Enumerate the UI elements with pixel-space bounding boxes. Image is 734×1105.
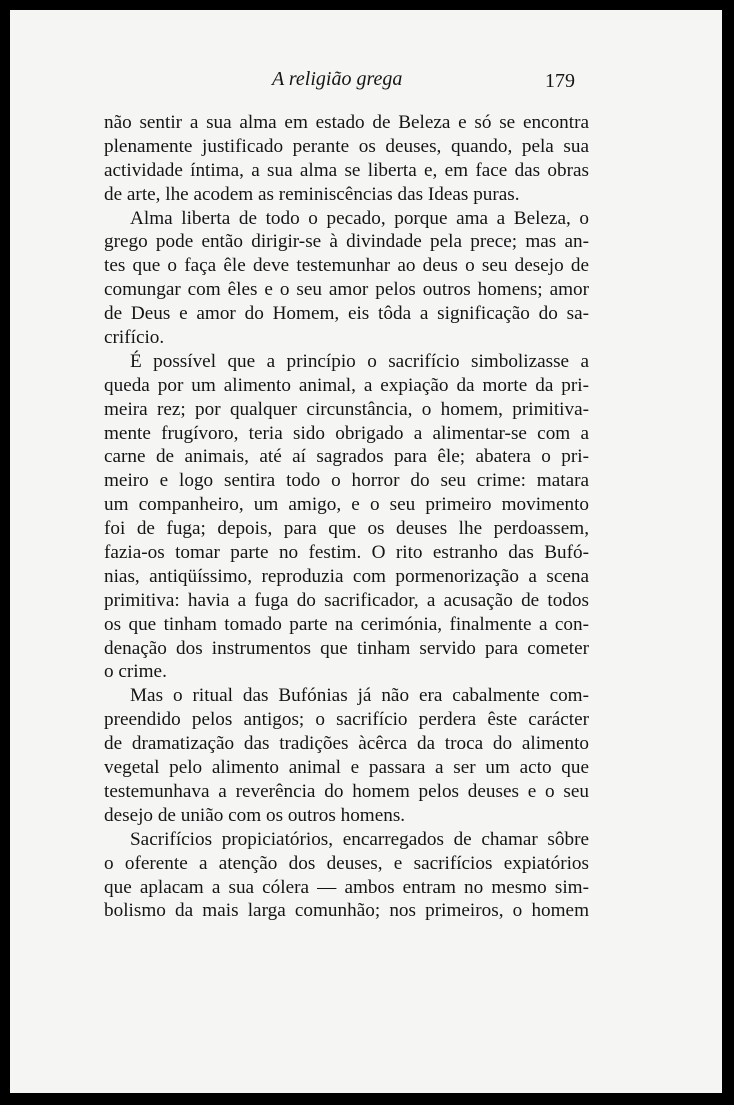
text-line: o crime. xyxy=(104,661,167,683)
text-line: Alma liberta de todo o pecado, porque ama a Beleza, o xyxy=(130,207,589,229)
text-line: crifício. xyxy=(104,327,165,349)
text-line: de Deus e amor do Homem, eis tôda a significação do sa- xyxy=(104,303,589,325)
text-line: de arte, lhe acodem as reminiscências das Ideas puras. xyxy=(104,183,520,205)
body-text xyxy=(104,111,589,923)
text-line: plenamente justificado perante os deuses, quando, pela sua xyxy=(104,135,589,157)
text-line: testemunhava a reverência do homem pelos deuses e o seu xyxy=(104,780,589,802)
text-line: um companheiro, um amigo, e o seu primeiro movimento xyxy=(104,494,589,516)
text-line: Mas o ritual das Bufónias já não era cabalmente com- xyxy=(130,685,589,707)
text-line: fazia-os tomar parte no festim. O rito estranho das Bufó- xyxy=(104,542,589,564)
text-line: de dramatização das tradições àcêrca da troca do alimento xyxy=(104,733,589,755)
text-line: Sacrifícios propiciatórios, encarregados de chamar sôbre xyxy=(130,828,589,850)
text-line: os que tinham tomado parte na cerimónia, finalmente a con- xyxy=(104,613,589,635)
text-line: carne de animais, até aí sagrados para êle; abatera o pri- xyxy=(104,446,589,468)
text-line: o oferente a atenção dos deuses, e sacrifícios expiatórios xyxy=(104,852,589,874)
text-line: nias, antiqüíssimo, reproduzia com pormenorização a scena xyxy=(104,565,589,587)
text-line: É possível que a princípio o sacrifício simbolizasse a xyxy=(130,350,589,372)
text-line: não sentir a sua alma em estado de Beleza e só se encontra xyxy=(104,112,589,133)
text-line: vegetal pelo alimento animal e passara a ser um acto que xyxy=(104,757,589,779)
text-line: primitiva: havia a fuga do sacrificador, a acusação de todos xyxy=(104,589,589,611)
text-line: preendido pelos antigos; o sacrifício perdera êste carácter xyxy=(104,709,589,731)
text-line: grego pode então dirigir-se à divindade pela prece; mas an- xyxy=(104,231,589,253)
page-number: 179 xyxy=(545,70,575,92)
text-line: que aplacam a sua cólera — ambos entram no mesmo sim- xyxy=(104,876,589,898)
text-line: bolismo da mais larga comunhão; nos primeiros, o homem xyxy=(104,900,589,922)
running-title: A religião grega xyxy=(272,68,403,90)
text-line: desejo de união com os outros homens. xyxy=(104,804,406,826)
text-line: meiro e logo sentira todo o horror do seu crime: matara xyxy=(104,470,589,492)
book-page xyxy=(10,10,722,1093)
page-header xyxy=(100,68,600,108)
text-line: denação dos instrumentos que tinham servido para cometer xyxy=(104,637,589,659)
text-line: meira rez; por qualquer circunstância, o homem, primitiva- xyxy=(104,398,589,420)
text-line: foi de fuga; depois, para que os deuses lhe perdoassem, xyxy=(104,518,589,540)
text-line: actividade íntima, a sua alma se liberta e, em face das obras xyxy=(104,159,589,181)
text-line: tes que o faça êle deve testemunhar ao deus o seu desejo de xyxy=(104,255,589,277)
text-line: queda por um alimento animal, a expiação da morte da pri- xyxy=(104,374,589,396)
text-line: comungar com êles e o seu amor pelos outros homens; amor xyxy=(104,279,589,301)
text-line: mente frugívoro, teria sido obrigado a alimentar-se com a xyxy=(104,422,589,444)
